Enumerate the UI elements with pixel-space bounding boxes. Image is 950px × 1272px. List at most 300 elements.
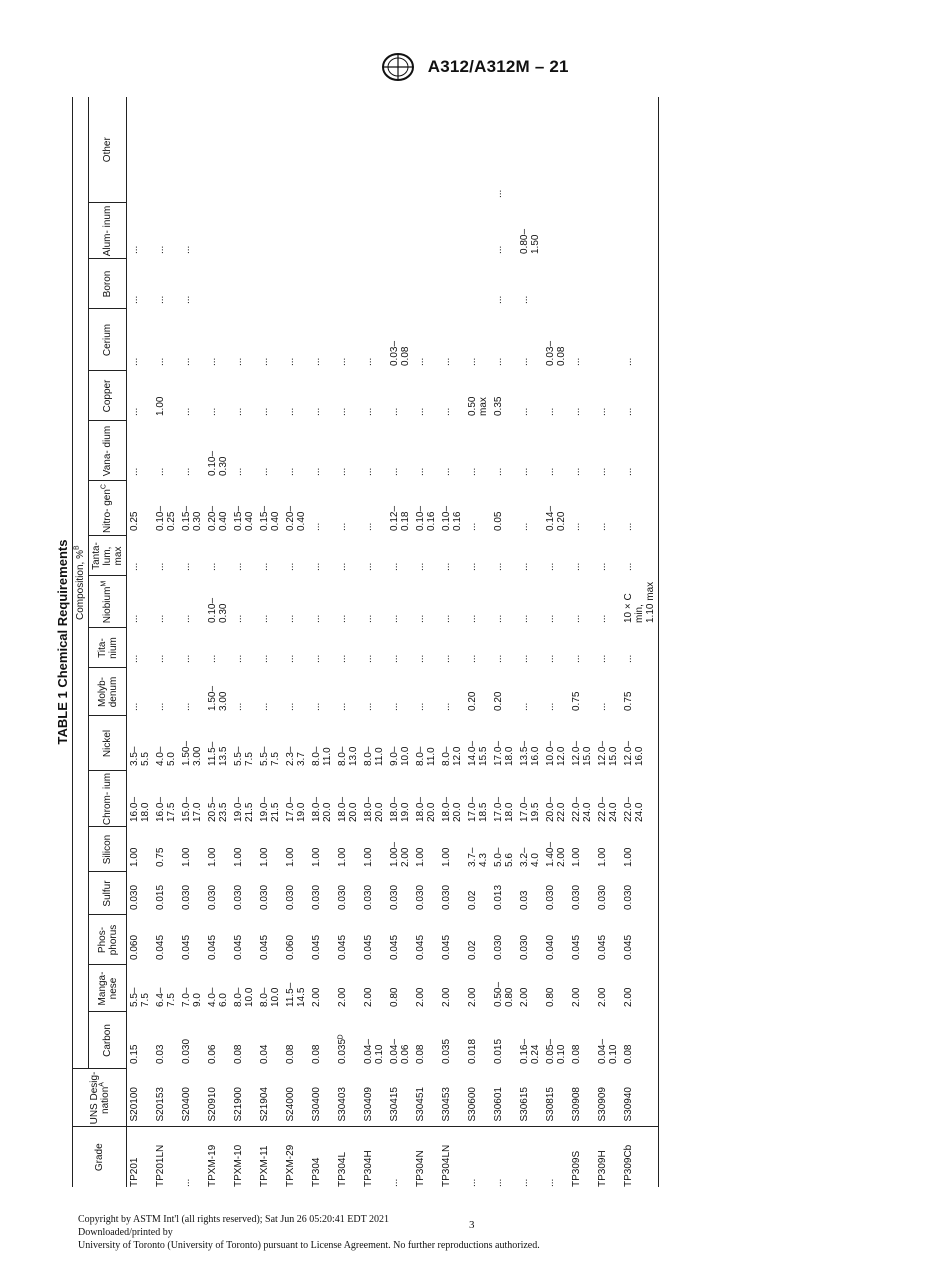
value-cell: 0.045 (155, 934, 166, 960)
value-cell: 0.80 (545, 987, 556, 1007)
value-cell: ... (415, 357, 426, 366)
table-row (283, 97, 309, 1187)
value-cell (465, 97, 491, 203)
col-chromium: Chrom- ium (89, 771, 127, 827)
value-cell: 0.04– 0.10 (363, 1038, 385, 1064)
value-cell: ... (337, 522, 348, 531)
value-cell (621, 259, 659, 309)
value-cell: 11.5– 14.5 (285, 982, 307, 1007)
value-cell: 0.08 (233, 1044, 244, 1064)
value-cell: ... (519, 357, 530, 366)
value-cell: ... (441, 614, 452, 623)
value-cell: 4.0– 5.0 (155, 746, 177, 766)
value-cell: 2.00 (597, 987, 608, 1007)
value-cell: ... (621, 628, 659, 668)
value-cell: 0.015 (155, 884, 166, 910)
table-row (491, 97, 517, 1187)
value-cell: 2.00 (467, 987, 478, 1007)
value-cell: ... (129, 467, 140, 476)
value-cell: 0.018 (467, 1038, 478, 1064)
value-cell: ... (467, 654, 478, 663)
value-cell: ... (493, 562, 504, 571)
value-cell: ... (233, 357, 244, 366)
value-cell: 1.00 (233, 847, 244, 867)
value-cell: 8.0– 11.0 (415, 746, 437, 766)
grade-cell: TPXM-19 (207, 1144, 218, 1187)
value-cell: 2.00 (621, 965, 659, 1012)
footer-license: University of Toronto (University of Toronto) pursuant to License Agreement. No further reproductions authorized. (78, 1240, 540, 1251)
value-cell: ... (129, 654, 140, 663)
value-cell: ... (621, 536, 659, 576)
standard-designation: A312/A312M – 21 (427, 57, 569, 76)
value-cell: 0.045 (259, 934, 270, 960)
page-number: 3 (469, 1219, 475, 1231)
col-niobium: Niobium$^M$ (89, 576, 127, 628)
value-cell (387, 259, 413, 309)
value-cell: 2.00 (571, 987, 582, 1007)
grade-cell: TP304H (363, 1150, 374, 1187)
value-cell: 0.045 (181, 934, 192, 960)
value-cell: 0.75 (621, 668, 659, 716)
value-cell: ... (259, 702, 270, 711)
uns-cell: S30400 (309, 1069, 335, 1127)
value-cell: 18.0– 20.0 (311, 796, 333, 822)
value-cell (465, 203, 491, 259)
table-row (517, 97, 543, 1187)
value-cell: ... (597, 562, 608, 571)
value-cell (595, 259, 621, 309)
value-cell: 0.045 (337, 934, 348, 960)
uns-cell: S30451 (413, 1069, 439, 1127)
value-cell: 1.00 (363, 847, 374, 867)
value-cell: ... (207, 654, 218, 663)
grade-cell: ... (519, 1178, 530, 1187)
value-cell: ... (311, 654, 322, 663)
value-cell: 1.00 (337, 847, 348, 867)
value-cell (517, 97, 543, 203)
table-row (179, 97, 205, 1187)
value-cell: ... (311, 562, 322, 571)
value-cell: 5.5– 7.5 (259, 746, 281, 766)
value-cell: ... (155, 295, 166, 304)
col-copper: Copper (89, 371, 127, 421)
value-cell: ... (597, 407, 608, 416)
value-cell: 5.5– 7.5 (233, 746, 255, 766)
value-cell: ... (285, 614, 296, 623)
value-cell: 9.0– 10.0 (389, 746, 411, 766)
value-cell: ... (493, 654, 504, 663)
value-cell: ... (493, 467, 504, 476)
value-cell: 1.00 (129, 847, 140, 867)
value-cell: 10.0– 12.0 (545, 740, 567, 766)
col-nickel: Nickel (89, 716, 127, 771)
value-cell: ... (285, 357, 296, 366)
value-cell: 18.0– 20.0 (363, 796, 385, 822)
value-cell: ... (207, 407, 218, 416)
value-cell: ... (545, 467, 556, 476)
value-cell: 2.00 (415, 987, 426, 1007)
value-cell (543, 97, 569, 203)
table-row (231, 97, 257, 1187)
value-cell: 0.030 (181, 884, 192, 910)
uns-cell: S30600 (465, 1069, 491, 1127)
value-cell (205, 97, 231, 203)
value-cell: 0.030 (285, 884, 296, 910)
value-cell: ... (181, 654, 192, 663)
value-cell: ... (597, 702, 608, 711)
value-cell: 0.030 (545, 884, 556, 910)
col-molybdenum: Molyb- denum (89, 668, 127, 716)
value-cell (127, 97, 154, 203)
value-cell: ... (467, 522, 478, 531)
value-cell: ... (285, 562, 296, 571)
value-cell: 1.00 (181, 847, 192, 867)
table-row (257, 97, 283, 1187)
uns-cell: S30415 (387, 1069, 413, 1127)
table-row (413, 97, 439, 1187)
rotated-table-block (55, 97, 895, 1187)
value-cell: ... (181, 357, 192, 366)
value-cell: 0.030 (621, 872, 659, 915)
value-cell: ... (311, 614, 322, 623)
chemical-requirements-table (72, 97, 659, 1187)
value-cell: ... (129, 562, 140, 571)
value-cell: ... (519, 407, 530, 416)
grade-cell: TP309S (571, 1150, 582, 1187)
value-cell: 6.4– 7.5 (155, 987, 177, 1007)
value-cell: ... (545, 562, 556, 571)
value-cell: ... (259, 407, 270, 416)
value-cell: ... (571, 357, 582, 366)
value-cell: 22.0– 24.0 (597, 796, 619, 822)
value-cell: ... (415, 562, 426, 571)
value-cell: ... (545, 614, 556, 623)
value-cell: 0.08 (311, 1044, 322, 1064)
col-manganese: Manga- nese (89, 965, 127, 1012)
value-cell: 0.030 (311, 884, 322, 910)
value-cell: ... (337, 467, 348, 476)
value-cell: 0.045 (441, 934, 452, 960)
value-cell: ... (441, 702, 452, 711)
value-cell: ... (181, 467, 192, 476)
astm-logo-icon (381, 52, 415, 82)
value-cell: 17.0– 18.0 (493, 796, 515, 822)
col-uns: UNS Desig- nation$^A$ (73, 1069, 127, 1127)
value-cell: ... (519, 562, 530, 571)
value-cell (595, 203, 621, 259)
value-cell: 1.00 (285, 847, 296, 867)
value-cell (413, 203, 439, 259)
value-cell: 0.030 (181, 1038, 192, 1064)
value-cell: ... (337, 654, 348, 663)
value-cell: ... (519, 702, 530, 711)
uns-cell: S20153 (153, 1069, 179, 1127)
value-cell (179, 97, 205, 203)
value-cell: 1.00 (311, 847, 322, 867)
value-cell: ... (571, 614, 582, 623)
value-cell: 15.0– 17.0 (181, 796, 203, 822)
value-cell: ... (493, 245, 504, 254)
value-cell: 0.06 (207, 1044, 218, 1064)
value-cell: ... (441, 654, 452, 663)
value-cell: 16.0– 17.5 (155, 796, 177, 822)
value-cell: 7.0– 9.0 (181, 987, 203, 1007)
value-cell: ... (155, 614, 166, 623)
value-cell: ... (493, 357, 504, 366)
value-cell: 0.50– 0.80 (493, 981, 515, 1007)
value-cell (387, 203, 413, 259)
value-cell: 0.80 (389, 987, 400, 1007)
value-cell: ... (155, 245, 166, 254)
footer-copyright: Copyright by ASTM Int'l (all rights reserved); Sat Jun 26 05:20:41 EDT 2021 (78, 1214, 390, 1225)
grade-cell: TPXM-10 (233, 1144, 244, 1187)
value-cell: 0.20 (493, 691, 504, 711)
col-tantalum: Tanta- lum, max (89, 536, 127, 576)
value-cell: ... (129, 295, 140, 304)
value-cell: 22.0– 24.0 (621, 771, 659, 827)
grade-cell: ... (493, 1178, 504, 1187)
grade-cell: ... (545, 1178, 556, 1187)
value-cell: 5.5– 7.5 (129, 987, 151, 1007)
value-cell: 0.10– 0.30 (207, 450, 229, 476)
uns-cell: S21900 (231, 1069, 257, 1127)
col-grade: Grade (73, 1127, 127, 1187)
grade-cell: TP304L (337, 1151, 348, 1187)
value-cell: 0.14– 0.20 (545, 505, 567, 531)
value-cell: 0.15– 0.40 (233, 505, 255, 531)
value-cell: ... (363, 407, 374, 416)
value-cell: 0.12– 0.18 (389, 505, 411, 531)
value-cell: 18.0– 20.0 (415, 796, 437, 822)
value-cell: 0.15– 0.40 (259, 505, 281, 531)
value-cell: ... (233, 654, 244, 663)
value-cell: 0.035 (441, 1038, 452, 1064)
value-cell: 0.030 (415, 884, 426, 910)
value-cell: 0.045 (621, 915, 659, 965)
value-cell: 0.20– 0.40 (285, 505, 307, 531)
value-cell: 2.3– 3.7 (285, 746, 307, 766)
value-cell: 0.060 (285, 934, 296, 960)
value-cell: 0.030 (363, 884, 374, 910)
table-row (309, 97, 335, 1187)
value-cell: 2.00 (441, 987, 452, 1007)
value-cell: ... (441, 357, 452, 366)
value-cell: 0.040 (545, 934, 556, 960)
value-cell: 8.0– 13.0 (337, 746, 359, 766)
uns-cell: S24000 (283, 1069, 309, 1127)
value-cell: ... (571, 467, 582, 476)
value-cell: ... (233, 614, 244, 623)
value-cell: 8.0– 12.0 (441, 746, 463, 766)
value-cell: 0.75 (155, 847, 166, 867)
value-cell: ... (467, 467, 478, 476)
value-cell: ... (441, 407, 452, 416)
value-cell (439, 97, 465, 203)
value-cell: 0.10– 0.30 (207, 597, 229, 623)
value-cell: 12.0– 15.0 (597, 740, 619, 766)
value-cell: 0.05– 0.10 (545, 1038, 567, 1064)
value-cell: 0.75 (571, 691, 582, 711)
value-cell: 16.0– 18.0 (129, 796, 151, 822)
uns-cell: S30409 (361, 1069, 387, 1127)
grade-cell: ... (181, 1178, 192, 1187)
value-cell: ... (415, 614, 426, 623)
value-cell: ... (233, 702, 244, 711)
grade-cell: TP304 (311, 1157, 322, 1187)
composition-header: Composition, %$^B$ (73, 97, 89, 1069)
uns-cell: S21904 (257, 1069, 283, 1127)
value-cell: 0.045 (363, 934, 374, 960)
value-cell: ... (621, 371, 659, 421)
value-cell: ... (467, 357, 478, 366)
value-cell: 0.045 (571, 934, 582, 960)
value-cell: ... (233, 467, 244, 476)
value-cell: 1.00 (155, 396, 166, 416)
grade-cell: TPXM-11 (259, 1145, 270, 1187)
table-row (543, 97, 569, 1187)
value-cell: ... (285, 407, 296, 416)
value-cell: 2.00 (337, 987, 348, 1007)
col-nitrogen: Nitro- gen$^C$ (89, 481, 127, 536)
value-cell: ... (363, 467, 374, 476)
value-cell (569, 203, 595, 259)
page-header (0, 52, 950, 82)
value-cell: 18.0– 20.0 (337, 796, 359, 822)
table-row (439, 97, 465, 1187)
value-cell: ... (571, 407, 582, 416)
value-cell: 0.16– 0.24 (519, 1038, 541, 1064)
col-silicon: Silicon (89, 827, 127, 872)
value-cell (231, 203, 257, 259)
value-cell: 18.0– 19.0 (389, 796, 411, 822)
value-cell: 19.0– 21.5 (233, 796, 255, 822)
value-cell (621, 203, 659, 259)
value-cell: ... (493, 614, 504, 623)
value-cell (361, 203, 387, 259)
table-row (465, 97, 491, 1187)
value-cell (205, 203, 231, 259)
value-cell: ... (129, 407, 140, 416)
grade-cell: TP304LN (441, 1144, 452, 1187)
value-cell: 0.045 (597, 934, 608, 960)
value-cell: 0.08 (415, 1044, 426, 1064)
value-cell: 8.0– 10.0 (259, 987, 281, 1007)
value-cell: ... (621, 481, 659, 536)
value-cell: 0.03– 0.08 (389, 340, 411, 366)
value-cell: 13.5– 16.0 (519, 740, 541, 766)
uns-cell: S30601 (491, 1069, 517, 1127)
value-cell: 18.0– 20.0 (441, 796, 463, 822)
value-cell (309, 97, 335, 203)
value-cell: ... (545, 407, 556, 416)
col-vanadium: Vana- dium (89, 421, 127, 481)
value-cell (439, 259, 465, 309)
value-cell: ... (389, 407, 400, 416)
value-cell: 0.030 (519, 934, 530, 960)
value-cell: 14.0– 15.5 (467, 740, 489, 766)
value-cell (569, 259, 595, 309)
value-cell (569, 97, 595, 203)
value-cell: 0.015 (493, 1038, 504, 1064)
value-cell (231, 97, 257, 203)
value-cell: ... (363, 357, 374, 366)
value-cell: ... (181, 245, 192, 254)
grade-cell: TP201 (129, 1157, 140, 1187)
value-cell: ... (441, 467, 452, 476)
value-cell (595, 309, 621, 371)
uns-cell: S20400 (179, 1069, 205, 1127)
table-row (621, 97, 659, 1187)
value-cell: ... (181, 562, 192, 571)
value-cell: 0.030 (337, 884, 348, 910)
value-cell: 8.0– 11.0 (363, 746, 385, 766)
value-cell (335, 97, 361, 203)
value-cell: 0.035ᴰ (337, 1034, 348, 1064)
value-cell (309, 203, 335, 259)
value-cell (257, 97, 283, 203)
value-cell: ... (597, 654, 608, 663)
value-cell: ... (389, 467, 400, 476)
value-cell: ... (259, 467, 270, 476)
value-cell (543, 203, 569, 259)
value-cell: 1.00 (621, 827, 659, 872)
value-cell: 0.030 (129, 884, 140, 910)
table-title: TABLE 1 Chemical Requirements (55, 539, 70, 745)
value-cell: 1.00– 2.00 (389, 841, 411, 867)
value-cell: ... (337, 357, 348, 366)
value-cell: 2.00 (519, 987, 530, 1007)
value-cell (309, 259, 335, 309)
value-cell: 0.08 (621, 1012, 659, 1069)
value-cell: 0.02 (467, 890, 478, 910)
value-cell: ... (155, 357, 166, 366)
value-cell: ... (363, 702, 374, 711)
value-cell: 0.35 (493, 396, 504, 416)
value-cell: 3.5– 5.5 (129, 746, 151, 766)
uns-cell: S30615 (517, 1069, 543, 1127)
value-cell: 0.030 (441, 884, 452, 910)
value-cell: 1.00 (415, 847, 426, 867)
value-cell: 10 × C min, 1.10 max (621, 576, 659, 628)
value-cell: ... (207, 357, 218, 366)
value-cell: 8.0– 11.0 (311, 746, 333, 766)
uns-cell: S20100 (127, 1069, 154, 1127)
value-cell: ... (363, 522, 374, 531)
value-cell: 0.045 (233, 934, 244, 960)
value-cell: ... (155, 562, 166, 571)
value-cell (283, 259, 309, 309)
value-cell: ... (259, 614, 270, 623)
value-cell: 0.030 (207, 884, 218, 910)
value-cell: 0.03 (155, 1044, 166, 1064)
grade-cell: TP309Cb (621, 1127, 659, 1187)
table-body (127, 97, 659, 1187)
value-cell: ... (233, 562, 244, 571)
value-cell: 11.5– 13.5 (207, 741, 229, 766)
value-cell: ... (311, 467, 322, 476)
value-cell: 0.030 (233, 884, 244, 910)
value-cell: 0.80– 1.50 (519, 228, 541, 254)
value-cell: ... (181, 702, 192, 711)
page-footer (78, 1213, 540, 1252)
value-cell: 0.05 (493, 511, 504, 531)
value-cell: ... (415, 702, 426, 711)
value-cell: 0.10– 0.16 (415, 505, 437, 531)
value-cell: 0.25 (129, 511, 140, 531)
value-cell: ... (415, 654, 426, 663)
value-cell: 0.045 (311, 934, 322, 960)
value-cell: ... (311, 702, 322, 711)
